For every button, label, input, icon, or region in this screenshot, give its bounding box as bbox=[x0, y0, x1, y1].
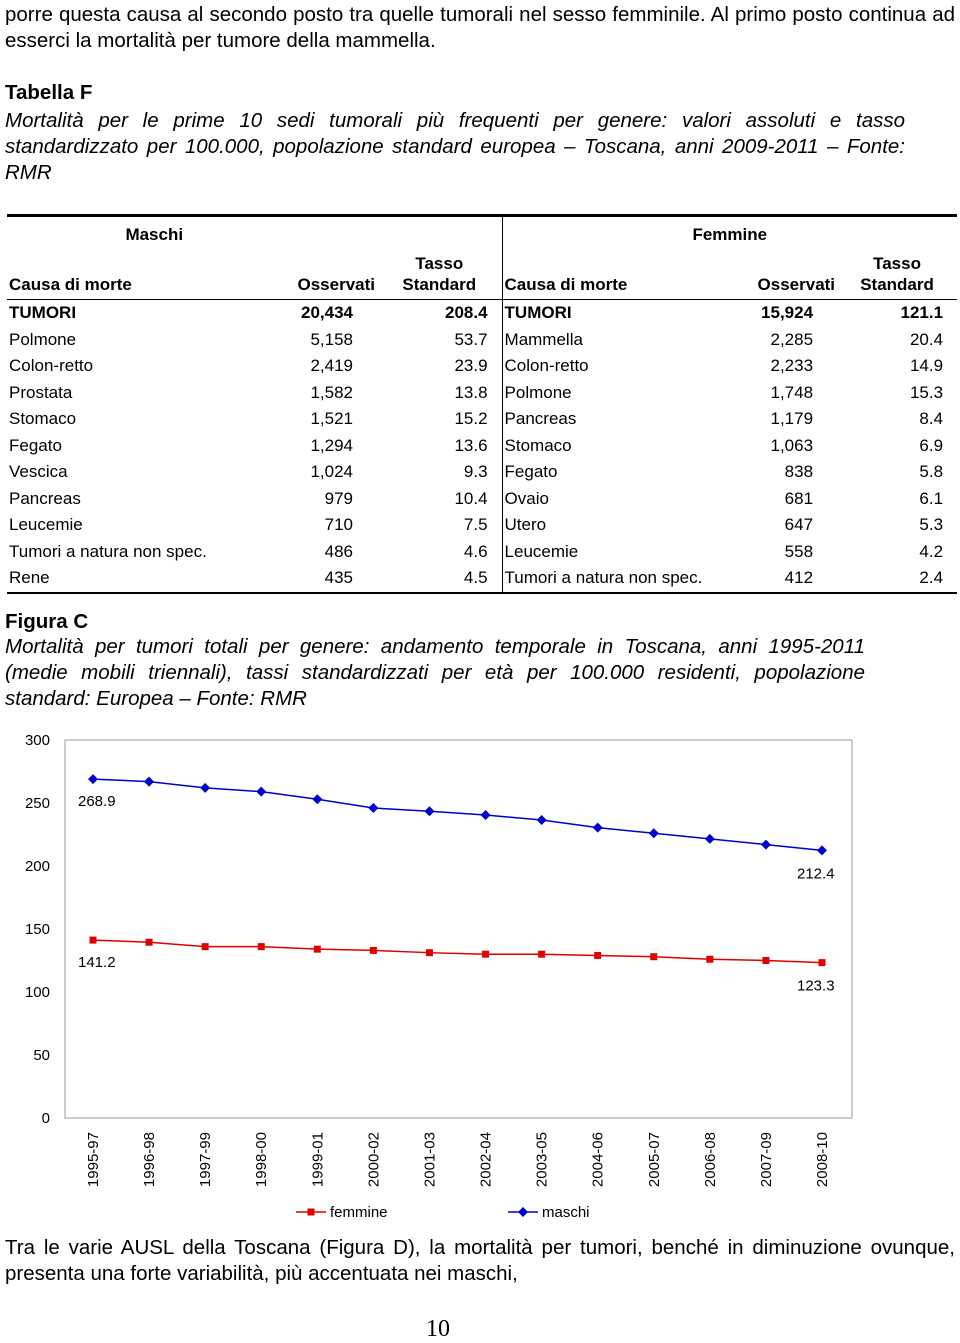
data-point-femmine bbox=[202, 943, 209, 950]
table-cell-f-obs: 1,748 bbox=[770, 382, 814, 402]
table-cell-m-rate: 7.5 bbox=[377, 512, 502, 539]
x-tick-label: 2007-09 bbox=[757, 1132, 775, 1188]
table-cell-f-rate: 20.4 bbox=[909, 329, 944, 349]
data-point-femmine bbox=[538, 951, 545, 958]
figure-title: Figura C bbox=[5, 610, 89, 633]
x-tick-label: 2002-04 bbox=[477, 1132, 495, 1188]
table-caption: Mortalità per le prime 10 sedi tumorali più frequenti per genere: valori assoluti e tasso standardizzato per 100.000, popolazione standard europea – Toscana, anni 2009-2011 – Fonte: RMR bbox=[5, 109, 905, 184]
table-cell-f-obs: 838 bbox=[784, 462, 814, 481]
table-cell-m-cause: Pancreas bbox=[9, 488, 81, 508]
table-cell-f-cause: TUMORI bbox=[502, 300, 732, 327]
col-header-observed-female: Osservati bbox=[757, 275, 836, 294]
table-cell-f-rate: 8.4 bbox=[919, 409, 944, 428]
x-tick-label: 1999-01 bbox=[309, 1132, 327, 1188]
data-point-maschi bbox=[312, 794, 322, 804]
y-tick-label: 300 bbox=[24, 732, 50, 749]
data-point-maschi bbox=[368, 803, 378, 813]
table-cell-m-cause: TUMORI bbox=[7, 300, 267, 327]
table-cell-m-obs: 435 bbox=[267, 565, 377, 593]
table-cell-m-obs: 979 bbox=[324, 488, 353, 508]
table-cell-f-obs: 15,924 bbox=[732, 300, 837, 327]
x-tick-label: 2003-05 bbox=[533, 1132, 551, 1188]
x-tick-label: 2001-03 bbox=[421, 1132, 439, 1188]
table-cell-m-cause: Rene bbox=[7, 565, 267, 593]
table-cell-m-rate: 13.6 bbox=[377, 433, 502, 460]
data-label: 268.9 bbox=[78, 793, 116, 811]
y-tick-label: 0 bbox=[41, 1110, 50, 1127]
y-tick-label: 50 bbox=[33, 1047, 50, 1064]
table-cell-m-cause: Polmone bbox=[9, 329, 77, 349]
data-point-femmine bbox=[706, 956, 713, 963]
table-cell-m-obs: 1,582 bbox=[310, 382, 353, 402]
table-cell-m-cause: Tumori a natura non spec. bbox=[9, 541, 207, 561]
table-cell-m-obs: 2,419 bbox=[310, 356, 353, 375]
table-cell-f-obs: 558 bbox=[784, 541, 814, 561]
figure-caption: Mortalità per tumori totali per genere: andamento temporale in Toscana, anni 1995-2011 (medie mobili triennali), tassi standardizzati per età per 100.000 residenti, popolazione standard: Europea – Fonte: RMR bbox=[5, 635, 865, 710]
plot-area bbox=[65, 740, 852, 1118]
y-tick-label: 100 bbox=[24, 984, 50, 1001]
y-tick-label: 250 bbox=[24, 795, 50, 812]
table-cell-m-obs: 1,294 bbox=[310, 435, 353, 455]
y-tick-label: 150 bbox=[24, 921, 50, 938]
table-cell-m-rate: 53.7 bbox=[377, 327, 502, 354]
group-header-female: Femmine bbox=[502, 216, 957, 254]
table-row bbox=[7, 300, 957, 327]
data-label: 141.2 bbox=[78, 954, 116, 972]
y-tick-label: 200 bbox=[24, 858, 50, 875]
table-cell-f-obs: 2,285 bbox=[770, 329, 814, 349]
table-cell-m-obs: 20,434 bbox=[267, 300, 377, 327]
table-cell-m-rate: 4.6 bbox=[377, 539, 502, 566]
x-tick-label: 2000-02 bbox=[365, 1132, 383, 1188]
table-cell-m-cause: Colon-retto bbox=[9, 356, 94, 375]
legend-marker-maschi bbox=[518, 1207, 528, 1217]
table-title: Tabella F bbox=[5, 81, 93, 104]
table-body bbox=[7, 300, 957, 593]
closing-paragraph: Tra le varie AUSL della Toscana (Figura D), la mortalità per tumori, benché in diminuzione ovunque, presenta una forte variabilità, più accentuata nei maschi, bbox=[5, 1236, 955, 1285]
x-tick-label: 1998-00 bbox=[253, 1132, 271, 1188]
data-point-femmine bbox=[258, 943, 265, 950]
table-cell-f-cause: Tumori a natura non spec. bbox=[502, 565, 732, 593]
col-header-rate-female: Tasso Standard bbox=[860, 254, 934, 294]
table-cell-m-cause: Vescica bbox=[9, 462, 68, 481]
mortality-table bbox=[7, 214, 957, 594]
table-cell-f-obs: 647 bbox=[784, 515, 814, 534]
x-tick-label: 2005-07 bbox=[645, 1132, 663, 1188]
legend-marker-femmine bbox=[308, 1209, 315, 1216]
table-cell-m-cause: Stomaco bbox=[9, 409, 77, 428]
table-cell-f-cause: Colon-retto bbox=[504, 356, 589, 375]
table-cell-f-rate: 14.9 bbox=[909, 356, 944, 375]
data-point-maschi bbox=[200, 783, 210, 793]
data-point-femmine bbox=[594, 952, 601, 959]
table-cell-m-cause: Leucemie bbox=[9, 515, 83, 534]
table-cell-f-obs: 1,179 bbox=[770, 409, 814, 428]
table-row bbox=[7, 327, 957, 354]
data-point-femmine bbox=[650, 953, 657, 960]
table-cell-f-cause: Polmone bbox=[504, 382, 572, 402]
data-point-maschi bbox=[649, 828, 659, 838]
x-tick-label: 1996-98 bbox=[141, 1132, 159, 1188]
table-cell-f-rate: 6.1 bbox=[919, 488, 944, 508]
data-point-maschi bbox=[705, 834, 715, 844]
data-point-maschi bbox=[424, 806, 434, 816]
data-point-femmine bbox=[370, 947, 377, 954]
table-row bbox=[7, 406, 957, 433]
table-cell-f-cause: Fegato bbox=[504, 462, 558, 481]
legend-label-femmine: femmine bbox=[330, 1204, 388, 1221]
table-cell-m-obs: 1,024 bbox=[310, 462, 353, 481]
col-header-cause-female: Causa di morte bbox=[504, 275, 628, 294]
data-point-maschi bbox=[481, 810, 491, 820]
table-cell-f-cause: Pancreas bbox=[504, 409, 577, 428]
data-point-maschi bbox=[761, 840, 771, 850]
table-row bbox=[7, 512, 957, 539]
group-header-male: Maschi bbox=[7, 216, 502, 254]
table-cell-m-rate: 208.4 bbox=[377, 300, 502, 327]
table-cell-m-obs: 486 bbox=[324, 541, 353, 561]
table-cell-f-rate: 5.3 bbox=[919, 515, 944, 534]
table-cell-f-cause: Ovaio bbox=[504, 488, 549, 508]
col-header-rate-male: Tasso Standard bbox=[377, 253, 502, 300]
data-point-maschi bbox=[144, 777, 154, 787]
legend-label-maschi: maschi bbox=[542, 1204, 590, 1221]
table-cell-f-cause: Leucemie bbox=[504, 541, 579, 561]
x-tick-label: 2006-08 bbox=[701, 1132, 719, 1188]
data-point-maschi bbox=[256, 787, 266, 797]
table-cell-m-rate: 13.8 bbox=[377, 380, 502, 407]
data-point-maschi bbox=[88, 774, 98, 784]
table-cell-m-rate: 4.5 bbox=[377, 565, 502, 593]
table-row bbox=[7, 486, 957, 513]
intro-paragraph: porre questa causa al secondo posto tra quelle tumorali nel sesso femminile. Al primo posto continua ad esserci la mortalità per tumore della mammella. bbox=[5, 3, 955, 52]
x-tick-label: 2008-10 bbox=[814, 1132, 831, 1188]
col-header-observed-male: Osservati bbox=[297, 275, 375, 294]
table-cell-m-rate: 9.3 bbox=[377, 459, 502, 486]
table-cell-f-cause: Mammella bbox=[504, 329, 583, 349]
table-cell-m-rate: 15.2 bbox=[377, 406, 502, 433]
table-cell-f-rate: 15.3 bbox=[909, 382, 944, 402]
data-point-femmine bbox=[90, 937, 97, 944]
table-cell-f-obs: 2,233 bbox=[770, 356, 814, 375]
page-number: 10 bbox=[426, 1316, 450, 1342]
table-cell-m-obs: 5,158 bbox=[310, 329, 353, 349]
table-cell-m-cause: Fegato bbox=[9, 435, 62, 455]
line-chart bbox=[0, 720, 960, 1230]
table-cell-m-obs: 1,521 bbox=[310, 409, 353, 428]
data-label: 212.4 bbox=[797, 865, 835, 883]
table-cell-f-rate: 4.2 bbox=[919, 541, 944, 561]
data-point-femmine bbox=[146, 939, 153, 946]
table-cell-f-cause: Utero bbox=[504, 515, 547, 534]
data-point-femmine bbox=[426, 949, 433, 956]
table-cell-f-cause: Stomaco bbox=[504, 435, 572, 455]
table-row bbox=[7, 565, 957, 593]
data-point-maschi bbox=[817, 845, 827, 855]
data-point-femmine bbox=[314, 946, 321, 953]
table-row bbox=[7, 380, 957, 407]
col-header-cause-male: Causa di morte bbox=[9, 275, 132, 294]
x-tick-label: 1995-97 bbox=[85, 1132, 102, 1188]
x-tick-label: 1997-99 bbox=[197, 1132, 215, 1188]
table-row bbox=[7, 459, 957, 486]
table-cell-m-rate: 10.4 bbox=[377, 486, 502, 513]
table-cell-f-obs: 681 bbox=[784, 488, 814, 508]
table-cell-f-obs: 412 bbox=[732, 565, 837, 593]
data-label: 123.3 bbox=[797, 977, 835, 995]
data-point-maschi bbox=[593, 823, 603, 833]
table-cell-f-obs: 1,063 bbox=[770, 435, 814, 455]
table-cell-f-rate: 2.4 bbox=[837, 565, 957, 593]
table-row bbox=[7, 539, 957, 566]
table-cell-f-rate: 121.1 bbox=[837, 300, 957, 327]
table-cell-f-rate: 6.9 bbox=[919, 435, 944, 455]
data-point-femmine bbox=[819, 959, 826, 966]
data-point-femmine bbox=[762, 957, 769, 964]
table-cell-m-cause: Prostata bbox=[9, 382, 73, 402]
table-row bbox=[7, 433, 957, 460]
data-point-femmine bbox=[482, 951, 489, 958]
table-cell-m-obs: 710 bbox=[324, 515, 353, 534]
table-row bbox=[7, 353, 957, 380]
table-cell-f-rate: 5.8 bbox=[919, 462, 944, 481]
data-point-maschi bbox=[537, 815, 547, 825]
table-cell-m-rate: 23.9 bbox=[377, 353, 502, 380]
x-tick-label: 2004-06 bbox=[589, 1132, 607, 1188]
